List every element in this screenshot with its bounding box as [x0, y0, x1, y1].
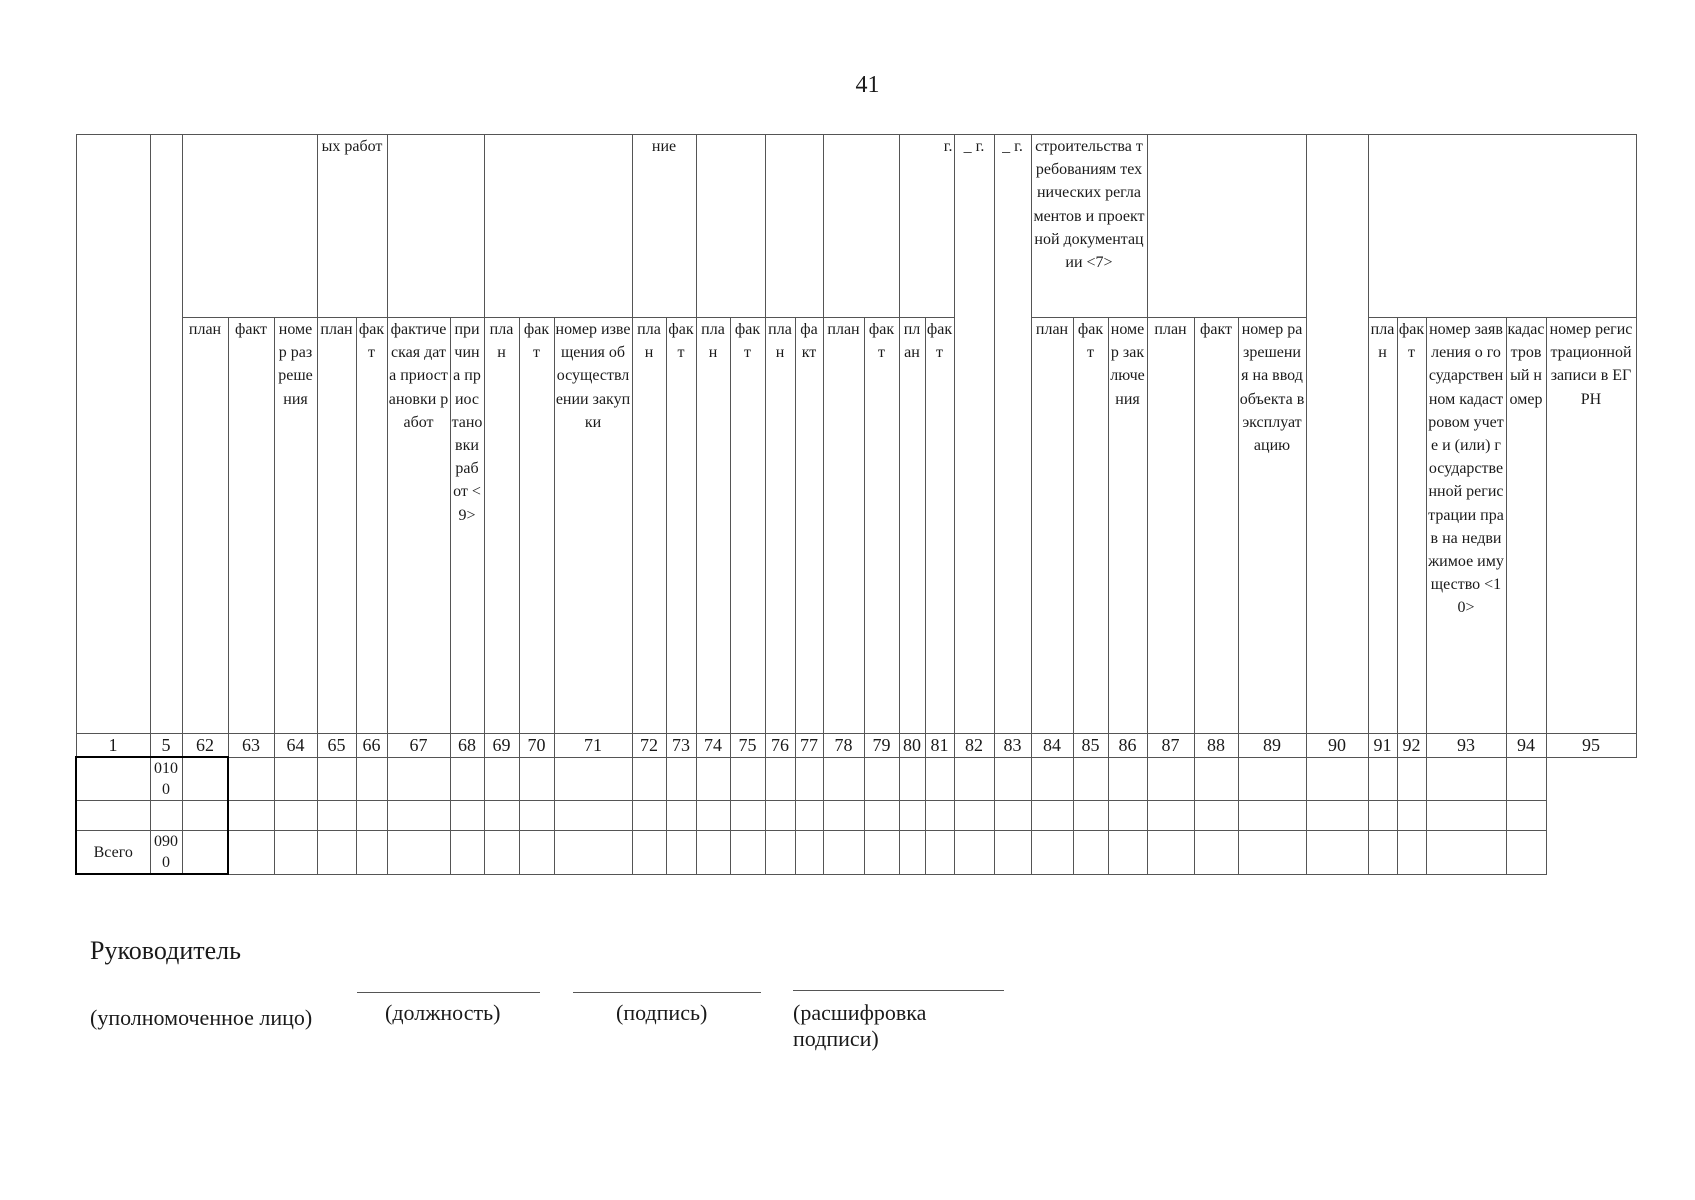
header-cell	[76, 135, 150, 734]
column-number-cell: 71	[554, 734, 632, 758]
column-number-cell: 91	[1368, 734, 1397, 758]
column-number-cell: 63	[228, 734, 274, 758]
table-cell	[387, 801, 450, 831]
row-code: 0100	[150, 757, 182, 801]
table-cell	[823, 831, 864, 875]
table-cell	[387, 757, 450, 801]
table-cell	[925, 757, 954, 801]
table-cell	[182, 831, 228, 875]
table-cell	[1397, 757, 1426, 801]
header-cell	[484, 135, 632, 318]
header-cell	[765, 135, 823, 318]
table-cell	[1073, 831, 1108, 875]
col-76-header: план	[765, 318, 795, 734]
column-number-cell: 65	[317, 734, 356, 758]
table-cell	[554, 757, 632, 801]
table-cell	[765, 757, 795, 801]
header-works: ых работ	[317, 135, 387, 318]
column-number-cell: 66	[356, 734, 387, 758]
col-92-header: факт	[1397, 318, 1426, 734]
column-number-cell: 69	[484, 734, 519, 758]
table-cell	[387, 831, 450, 875]
col-86-header: номер заключения	[1108, 318, 1147, 734]
col-87-header: план	[1147, 318, 1194, 734]
table-cell	[1397, 801, 1426, 831]
col-95-header: номер регистрационной записи в ЕГРН	[1546, 318, 1636, 734]
table-cell	[1306, 757, 1368, 801]
header-year: г.	[899, 135, 954, 318]
row-label-total: Всего	[76, 831, 150, 875]
column-number-row	[76, 734, 1636, 758]
table-cell	[994, 831, 1031, 875]
column-number-cell: 75	[730, 734, 765, 758]
column-number-cell: 83	[994, 734, 1031, 758]
table-cell	[484, 831, 519, 875]
table-cell	[925, 831, 954, 875]
column-number-cell: 72	[632, 734, 666, 758]
header-cell	[387, 135, 484, 318]
page-number: 41	[855, 72, 880, 98]
col-64-header: номер разрешения	[274, 318, 317, 734]
table-cell	[228, 757, 274, 801]
table-cell	[450, 757, 484, 801]
table-cell	[1073, 757, 1108, 801]
header-cell	[150, 135, 182, 734]
table-cell	[1368, 801, 1397, 831]
decoding-line	[793, 990, 1004, 991]
column-number-cell: 80	[899, 734, 925, 758]
col-79-header: факт	[864, 318, 899, 734]
table-cell	[182, 757, 228, 801]
table-cell	[450, 831, 484, 875]
column-number-cell: 82	[954, 734, 994, 758]
table-cell	[484, 757, 519, 801]
header-conformity: строительства требованиям технических регламентов и проектной документации <7>	[1031, 135, 1147, 318]
column-number-cell: 94	[1506, 734, 1546, 758]
table-cell	[696, 801, 730, 831]
table-cell	[1368, 831, 1397, 875]
table-cell	[994, 757, 1031, 801]
table-cell	[228, 831, 274, 875]
col-75-header: факт	[730, 318, 765, 734]
column-number-cell: 68	[450, 734, 484, 758]
header-cell	[182, 135, 317, 318]
table-cell	[274, 757, 317, 801]
column-number-cell: 87	[1147, 734, 1194, 758]
column-number-cell: 74	[696, 734, 730, 758]
table-cell	[864, 831, 899, 875]
decoding-label: (расшифровка подписи)	[793, 1000, 927, 1051]
table-cell	[730, 801, 765, 831]
col-69-header: план	[484, 318, 519, 734]
table-cell	[1306, 831, 1368, 875]
col-67-header: фактическая дата приостановки работ	[387, 318, 450, 734]
col-63-header: факт	[228, 318, 274, 734]
table-cell	[274, 801, 317, 831]
column-number-cell: 95	[1546, 734, 1636, 758]
col-62-header: план	[182, 318, 228, 734]
col-71-header: номер извещения об осуществлении закупки	[554, 318, 632, 734]
position-label: (должность)	[385, 1000, 501, 1025]
col-80-header: план	[899, 318, 925, 734]
column-number-cell: 81	[925, 734, 954, 758]
col-73-header: факт	[666, 318, 696, 734]
table-cell	[1506, 801, 1546, 831]
table-cell	[1306, 801, 1368, 831]
header-nie: ние	[632, 135, 696, 318]
header-cell	[823, 135, 899, 318]
column-number-cell: 93	[1426, 734, 1506, 758]
table-cell	[1238, 801, 1306, 831]
column-number-cell: 1	[76, 734, 150, 758]
table-cell	[1031, 801, 1073, 831]
column-number-cell: 77	[795, 734, 823, 758]
table-cell	[182, 801, 228, 831]
col-94-header: кадастровый номер	[1506, 318, 1546, 734]
table-cell	[1147, 757, 1194, 801]
column-number-cell: 70	[519, 734, 554, 758]
row-label	[76, 801, 150, 831]
table-cell	[274, 831, 317, 875]
table-cell	[1238, 831, 1306, 875]
column-number-cell: 84	[1031, 734, 1073, 758]
table-cell	[519, 831, 554, 875]
col-77-header: факт	[795, 318, 823, 734]
col-65-header: план	[317, 318, 356, 734]
col-84-header: план	[1031, 318, 1073, 734]
header-year-82: _ г.	[954, 135, 994, 734]
table-cell	[1368, 757, 1397, 801]
table-cell	[1397, 831, 1426, 875]
table-cell	[954, 801, 994, 831]
row-label	[76, 757, 150, 801]
col-91-header: план	[1368, 318, 1397, 734]
header-cell	[1368, 135, 1636, 318]
header-sub-row	[76, 318, 1636, 734]
table-cell	[730, 757, 765, 801]
header-year-83: _ г.	[994, 135, 1031, 734]
table-cell	[1108, 757, 1147, 801]
header-cell	[1147, 135, 1306, 318]
table-cell	[1426, 757, 1506, 801]
column-number-cell: 73	[666, 734, 696, 758]
table-cell	[356, 757, 387, 801]
table-cell	[1108, 801, 1147, 831]
table-cell	[317, 801, 356, 831]
table-cell	[228, 801, 274, 831]
table-cell	[1031, 757, 1073, 801]
column-number-cell: 90	[1306, 734, 1368, 758]
column-number-cell: 85	[1073, 734, 1108, 758]
table-cell	[954, 831, 994, 875]
col-93-header: номер заявления о государственном кадастровом учете и (или) государственной регистрации прав на недвижимое имущество <10>	[1426, 318, 1506, 734]
table-row-total	[76, 831, 1636, 875]
header-cell	[1306, 135, 1368, 734]
table-cell	[666, 801, 696, 831]
report-table	[75, 134, 1637, 875]
col-89-header: номер разрешения на ввод объекта в эксплуатацию	[1238, 318, 1306, 734]
table-cell	[1031, 831, 1073, 875]
col-74-header: план	[696, 318, 730, 734]
table-row	[76, 757, 1636, 801]
col-88-header: факт	[1194, 318, 1238, 734]
header-cell	[696, 135, 765, 318]
signature-title: Руководитель	[90, 936, 241, 965]
table-cell	[954, 757, 994, 801]
table-cell	[1147, 831, 1194, 875]
table-cell	[765, 801, 795, 831]
col-68-header: причина приостановки работ <9>	[450, 318, 484, 734]
col-81-header: факт	[925, 318, 954, 734]
table-cell	[795, 831, 823, 875]
column-number-cell: 76	[765, 734, 795, 758]
col-70-header: факт	[519, 318, 554, 734]
table-cell	[696, 757, 730, 801]
column-number-cell: 88	[1194, 734, 1238, 758]
column-number-cell: 62	[182, 734, 228, 758]
table-cell	[1426, 801, 1506, 831]
header-top-row	[76, 135, 1636, 318]
column-number-cell: 89	[1238, 734, 1306, 758]
col-85-header: факт	[1073, 318, 1108, 734]
signature-line	[573, 992, 761, 993]
table-cell	[864, 801, 899, 831]
table-cell	[1073, 801, 1108, 831]
table-cell	[1238, 757, 1306, 801]
column-number-cell: 92	[1397, 734, 1426, 758]
column-number-cell: 78	[823, 734, 864, 758]
table-cell	[925, 801, 954, 831]
col-72-header: план	[632, 318, 666, 734]
table-cell	[666, 831, 696, 875]
table-cell	[554, 831, 632, 875]
table-cell	[1426, 831, 1506, 875]
table-cell	[1194, 757, 1238, 801]
table-row	[76, 801, 1636, 831]
authorized-person-label: (уполномоченное лицо)	[90, 1005, 313, 1030]
table-cell	[317, 757, 356, 801]
row-code	[150, 801, 182, 831]
table-cell	[632, 757, 666, 801]
table-cell	[554, 801, 632, 831]
table-cell	[1506, 831, 1546, 875]
signature-label: (подпись)	[616, 1000, 708, 1025]
table-cell	[795, 757, 823, 801]
table-cell	[356, 831, 387, 875]
column-number-cell: 86	[1108, 734, 1147, 758]
column-number-cell: 79	[864, 734, 899, 758]
table-cell	[1194, 831, 1238, 875]
row-code: 0900	[150, 831, 182, 875]
table-cell	[899, 831, 925, 875]
table-cell	[795, 801, 823, 831]
table-cell	[899, 757, 925, 801]
column-number-cell: 5	[150, 734, 182, 758]
table-cell	[450, 801, 484, 831]
table-cell	[666, 757, 696, 801]
table-cell	[823, 757, 864, 801]
table-cell	[317, 831, 356, 875]
table-cell	[632, 831, 666, 875]
column-number-cell: 67	[387, 734, 450, 758]
col-66-header: факт	[356, 318, 387, 734]
table-cell	[765, 831, 795, 875]
position-line	[357, 992, 540, 993]
table-cell	[730, 831, 765, 875]
table-cell	[484, 801, 519, 831]
table-cell	[899, 801, 925, 831]
table-cell	[994, 801, 1031, 831]
table-cell	[519, 757, 554, 801]
table-cell	[864, 757, 899, 801]
table-cell	[519, 801, 554, 831]
table-cell	[1108, 831, 1147, 875]
table-cell	[696, 831, 730, 875]
table-cell	[1147, 801, 1194, 831]
table-cell	[356, 801, 387, 831]
col-78-header: план	[823, 318, 864, 734]
column-number-cell: 64	[274, 734, 317, 758]
table-cell	[1506, 757, 1546, 801]
table-cell	[1194, 801, 1238, 831]
table-cell	[823, 801, 864, 831]
table-cell	[632, 801, 666, 831]
